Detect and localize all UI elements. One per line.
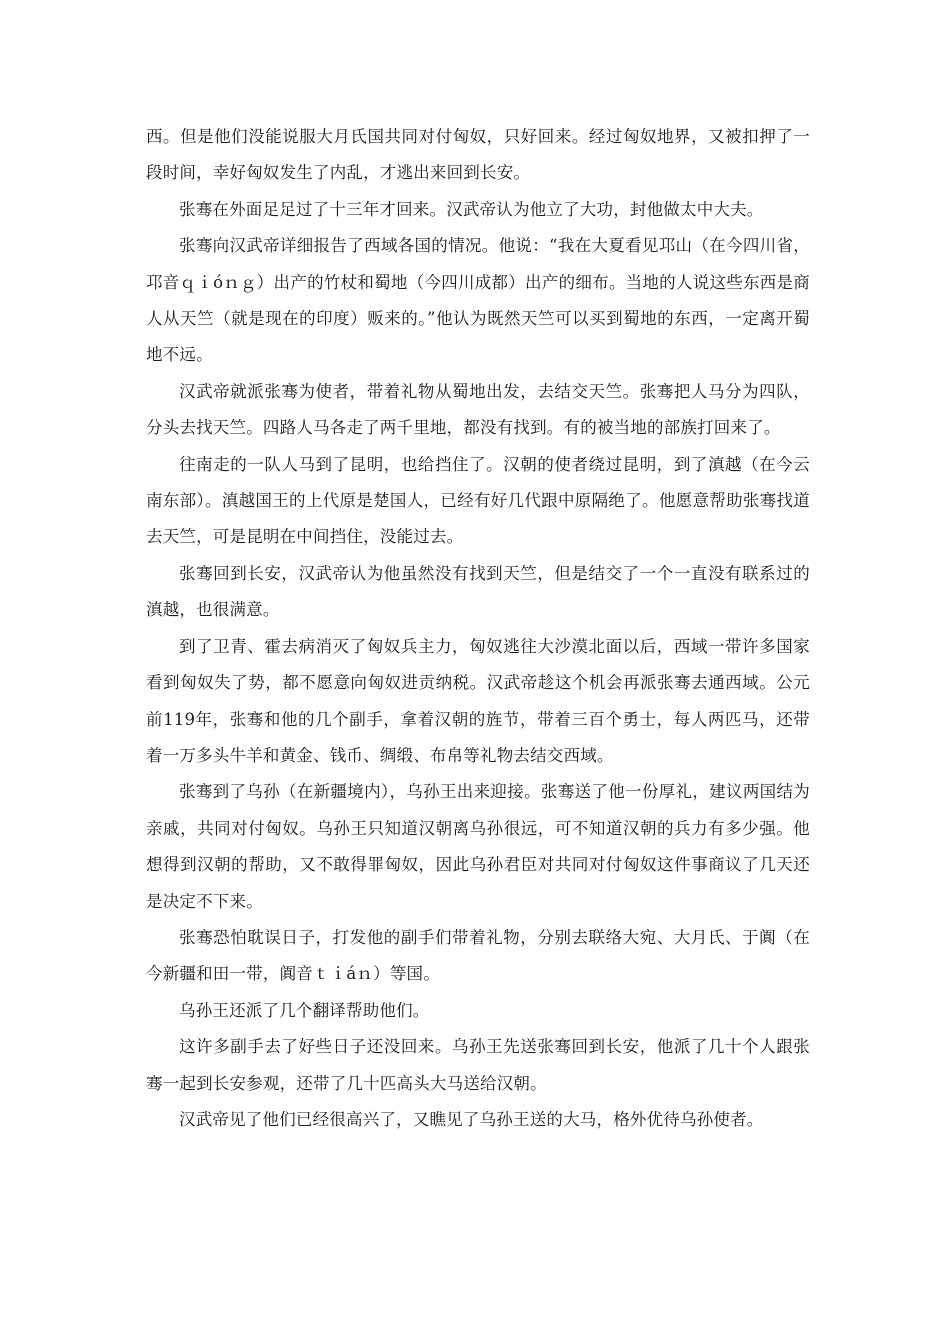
paragraph: 张骞恐怕耽误日子，打发他的副手们带着礼物，分别去联络大宛、大月氏、于阗（在今新疆和田一带，阗音ｔｉáｎ）等国。 — [146, 927, 810, 984]
paragraph: 张骞到了乌孙（在新疆境内），乌孙王出来迎接。张骞送了他一份厚礼，建议两国结为亲戚，共同对付匈奴。乌孙王只知道汉朝离乌孙很远，可不知道汉朝的兵力有多少强。他想得到汉朝的帮助，又不敢得罪匈奴，因此乌孙君臣对共同对付匈奴这件事商议了几天还是决定不下来。 — [146, 782, 810, 911]
paragraph: 汉武帝就派张骞为使者，带着礼物从蜀地出发，去结交天竺。张骞把人马分为四队，分头去找天竺。四路人马各走了两千里地，都没有找到。有的被当地的部族打回来了。 — [146, 381, 810, 438]
paragraph: 乌孙王还派了几个翻译帮助他们。 — [179, 1000, 430, 1020]
paragraph: 张骞向汉武帝详细报告了西域各国的情况。他说：“我在大夏看见邛山（在今四川省，邛音ｑｉóｎｇ）出产的竹杖和蜀地（今四川成都）出产的细布。当地的人说这些东西是商人从天竺（就是现在的印度）贩来的。”他认为既然天竺可以买到蜀地的东西，一定离开蜀地不远。 — [146, 236, 810, 365]
paragraph: 这许多副手去了好些日子还没回来。乌孙王先送张骞回到长安，他派了几十个人跟张骞一起到长安参观，还带了几十匹高头大马送给汉朝。 — [146, 1037, 810, 1093]
paragraph: 汉武帝见了他们已经很高兴了，又瞧见了乌孙王送的大马，格外优待乌孙使者。 — [179, 1109, 764, 1129]
paragraph-continuation: 西。但是他们没能说服大月氏国共同对付匈奴，只好回来。经过匈奴地界，又被扣押了一段时间，幸好匈奴发生了内乱，才逃出来回到长安。 — [146, 127, 810, 183]
body-text — [146, 119, 810, 1138]
paragraph: 往南走的一队人马到了昆明，也给挡住了。汉朝的使者绕过昆明，到了滇越（在今云南东部）。滇越国王的上代原是楚国人，已经有好几代跟中原隔绝了。他愿意帮助张骞找道去天竺，可是昆明在中间挡住，没能过去。 — [146, 454, 810, 547]
paragraph: 张骞回到长安，汉武帝认为他虽然没有找到天竺，但是结交了一个一直没有联系过的滇越，也很满意。 — [146, 563, 810, 620]
paragraph: 张骞在外面足足过了十三年才回来。汉武帝认为他立了大功，封他做太中大夫。 — [179, 199, 764, 219]
paragraph: 到了卫青、霍去病消灭了匈奴兵主力，匈奴逃往大沙漠北面以后，西域一带许多国家看到匈奴失了势，都不愿意向匈奴进贡纳税。汉武帝趁这个机会再派张骞去通西域。公元前119年，张骞和他的几个副手，拿着汉朝的旌节，带着三百个勇士，每人两匹马，还带着一万多头牛羊和黄金、钱币、绸缎、布帛等礼物去结交西域。 — [146, 636, 810, 765]
